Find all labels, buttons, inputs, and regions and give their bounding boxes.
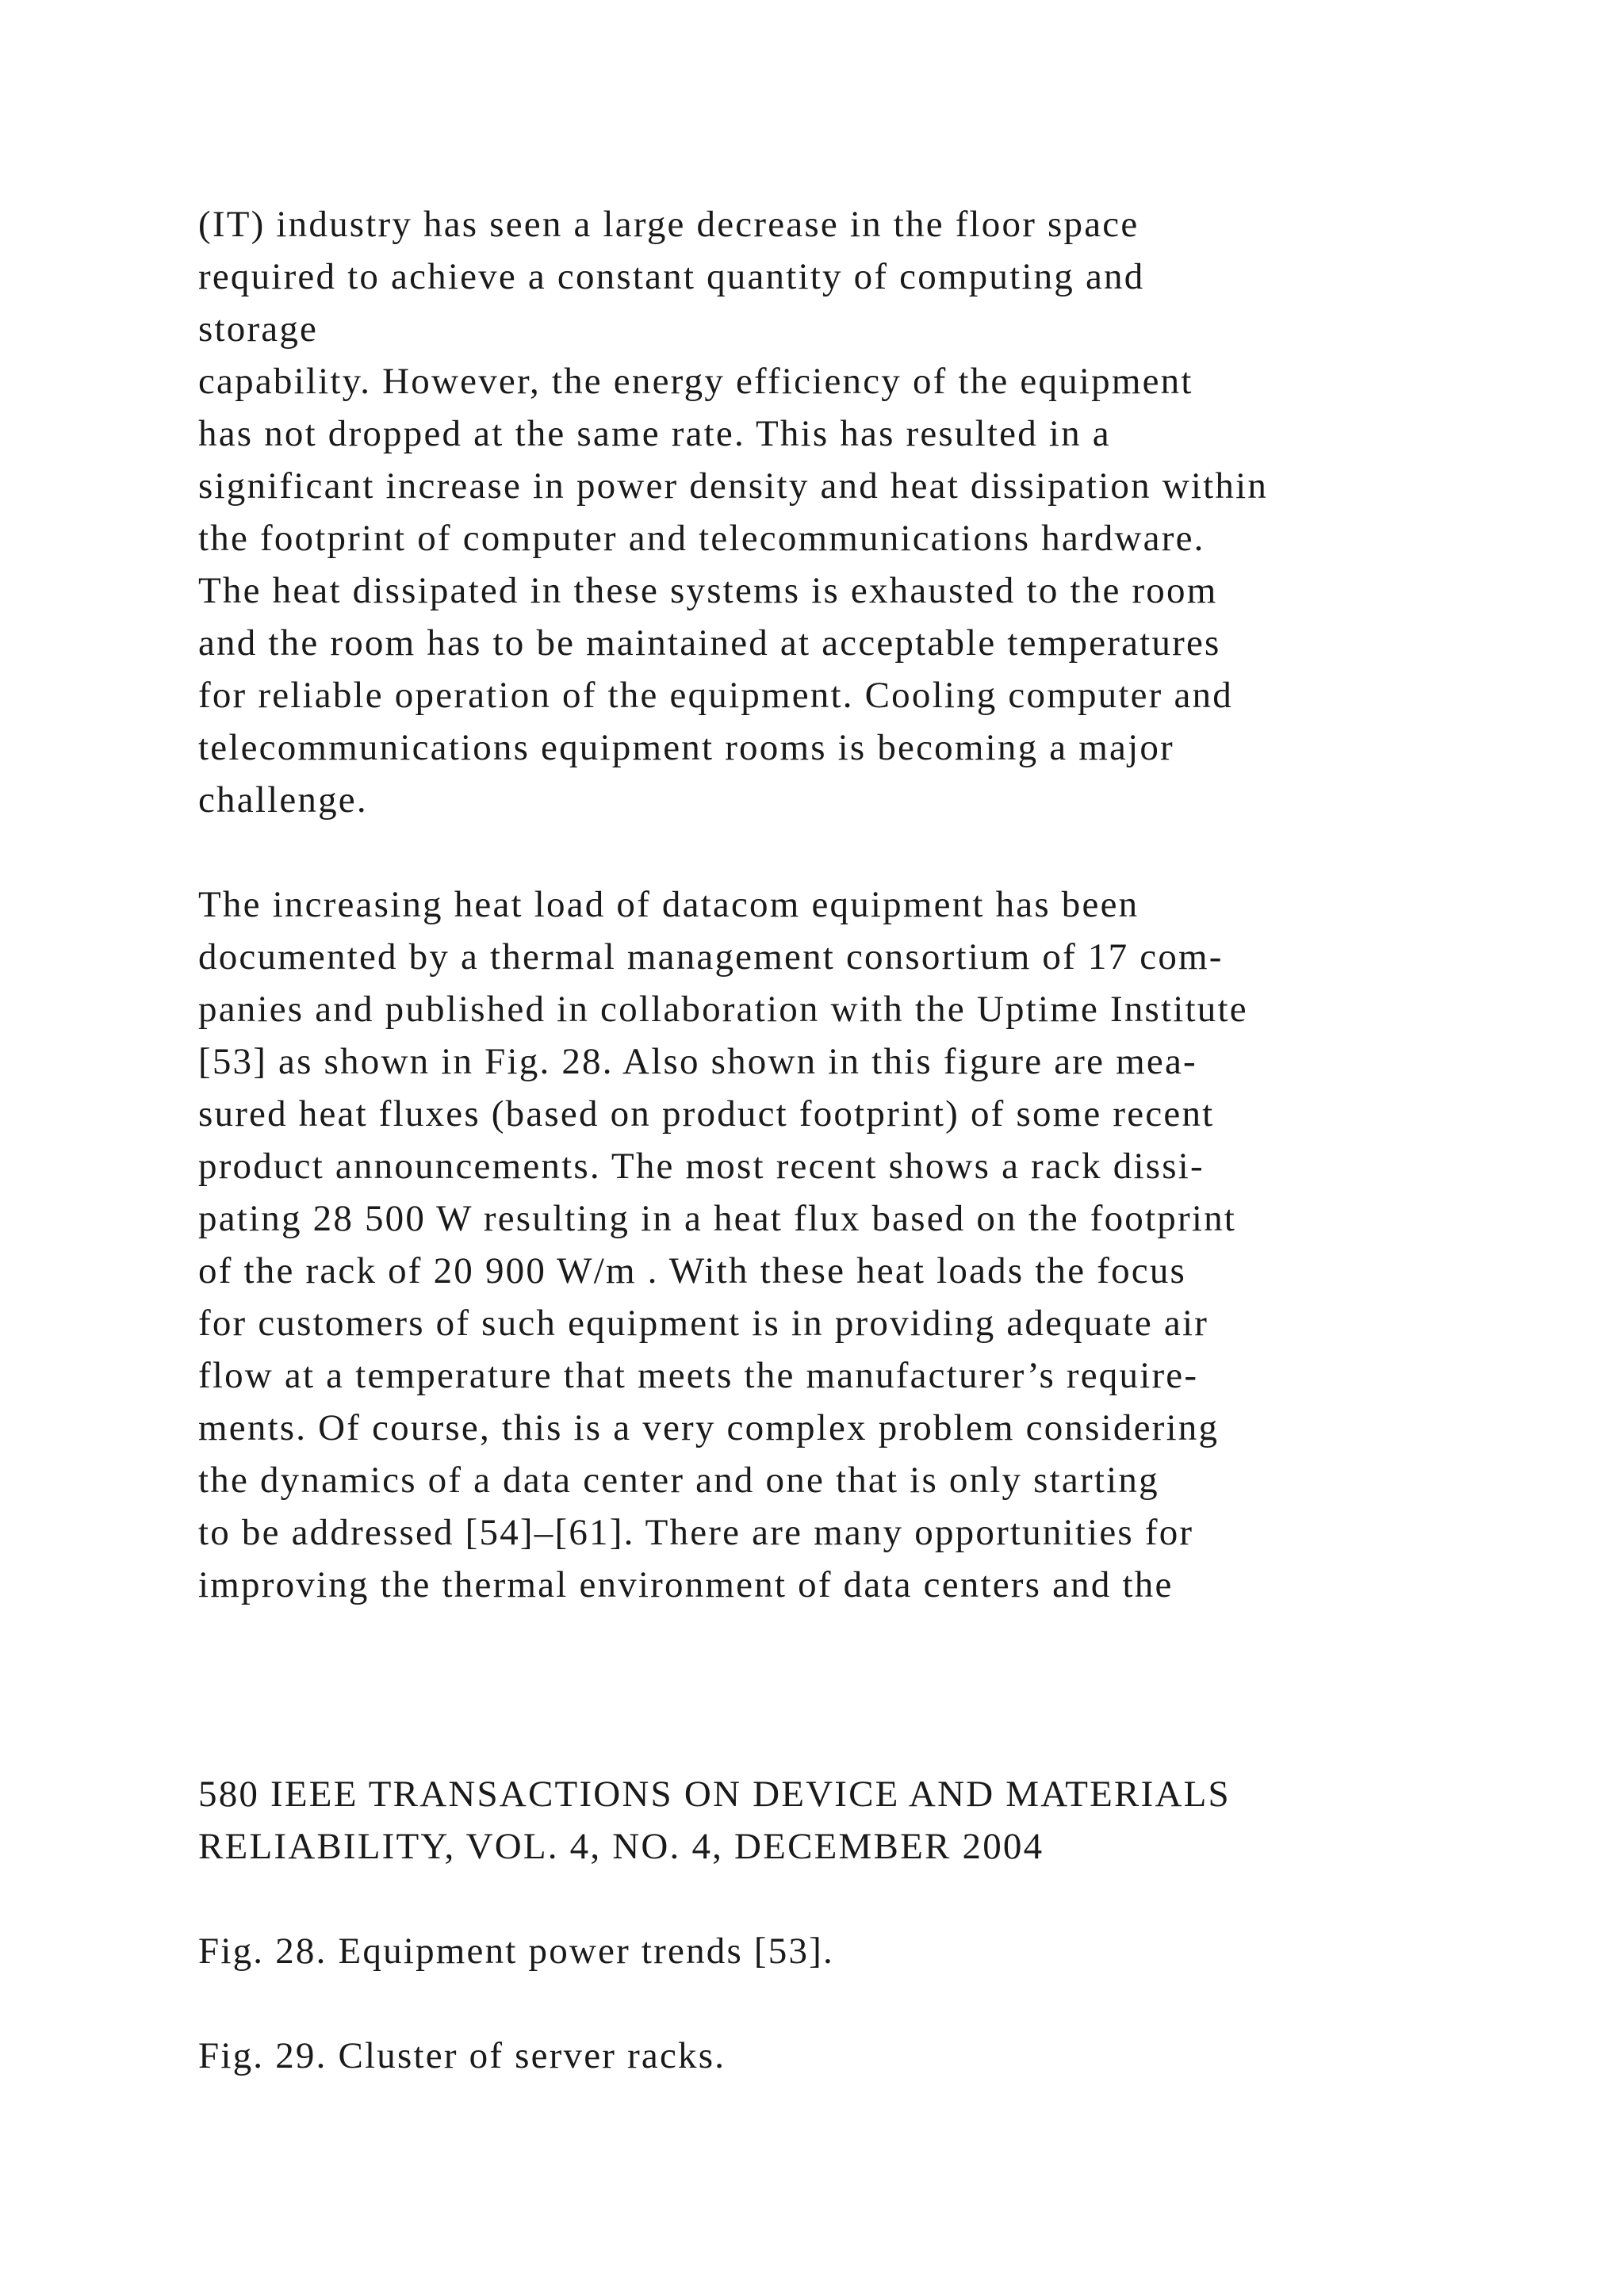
text-line: the dynamics of a data center and one that is only starting bbox=[198, 1460, 1159, 1501]
footer-line: RELIABILITY, VOL. 4, NO. 4, DECEMBER 2004 bbox=[198, 1826, 1044, 1867]
text-line: sured heat fluxes (based on product footprint) of some recent bbox=[198, 1093, 1215, 1135]
text-line: to be addressed [54]–[61]. There are many opportunities for bbox=[198, 1512, 1194, 1553]
text-line: has not dropped at the same rate. This has resulted in a bbox=[198, 413, 1111, 454]
text-line: of the rack of 20 900 W/m . With these heat loads the focus bbox=[198, 1250, 1187, 1292]
text-line: pating 28 500 W resulting in a heat flux based on the footprint bbox=[198, 1198, 1237, 1239]
text-line: significant increase in power density and heat dissipation within bbox=[198, 465, 1269, 507]
text-line: The increasing heat load of datacom equipment has been bbox=[198, 884, 1139, 925]
paragraph-heat-load bbox=[198, 878, 1546, 1611]
text-line: and the room has to be maintained at acceptable temperatures bbox=[198, 622, 1221, 664]
figure-28-caption bbox=[198, 1925, 1546, 1977]
text-line: (IT) industry has seen a large decrease in the floor space bbox=[198, 204, 1139, 245]
text-line: product announcements. The most recent shows a rack dissi- bbox=[198, 1146, 1205, 1187]
text-line: storage bbox=[198, 308, 319, 350]
text-line: for reliable operation of the equipment. Cooling computer and bbox=[198, 675, 1233, 716]
text-line: capability. However, the energy efficiency of the equipment bbox=[198, 361, 1193, 402]
text-line: documented by a thermal management consortium of 17 com- bbox=[198, 936, 1224, 978]
text-line: required to achieve a constant quantity of computing and bbox=[198, 256, 1145, 297]
text-line: ments. Of course, this is a very complex problem considering bbox=[198, 1407, 1220, 1448]
figure-29-caption bbox=[198, 2030, 1546, 2082]
caption-text: Fig. 28. Equipment power trends [53]. bbox=[198, 1931, 834, 1972]
text-line: challenge. bbox=[198, 779, 368, 821]
text-line: the footprint of computer and telecommunications hardware. bbox=[198, 518, 1205, 559]
text-line: panies and published in collaboration with the Uptime Institute bbox=[198, 989, 1248, 1030]
journal-footer bbox=[198, 1768, 1546, 1873]
text-line: flow at a temperature that meets the manufacturer’s require- bbox=[198, 1355, 1199, 1396]
text-line: The heat dissipated in these systems is exhausted to the room bbox=[198, 570, 1218, 611]
paragraph-intro bbox=[198, 198, 1546, 826]
text-line: telecommunications equipment rooms is becoming a major bbox=[198, 727, 1174, 768]
text-line: improving the thermal environment of data centers and the bbox=[198, 1564, 1174, 1605]
footer-line: 580 IEEE TRANSACTIONS ON DEVICE AND MATERIALS bbox=[198, 1774, 1231, 1815]
caption-text: Fig. 29. Cluster of server racks. bbox=[198, 2035, 726, 2076]
text-line: for customers of such equipment is in providing adequate air bbox=[198, 1303, 1209, 1344]
text-line: [53] as shown in Fig. 28. Also shown in this figure are mea- bbox=[198, 1041, 1197, 1082]
